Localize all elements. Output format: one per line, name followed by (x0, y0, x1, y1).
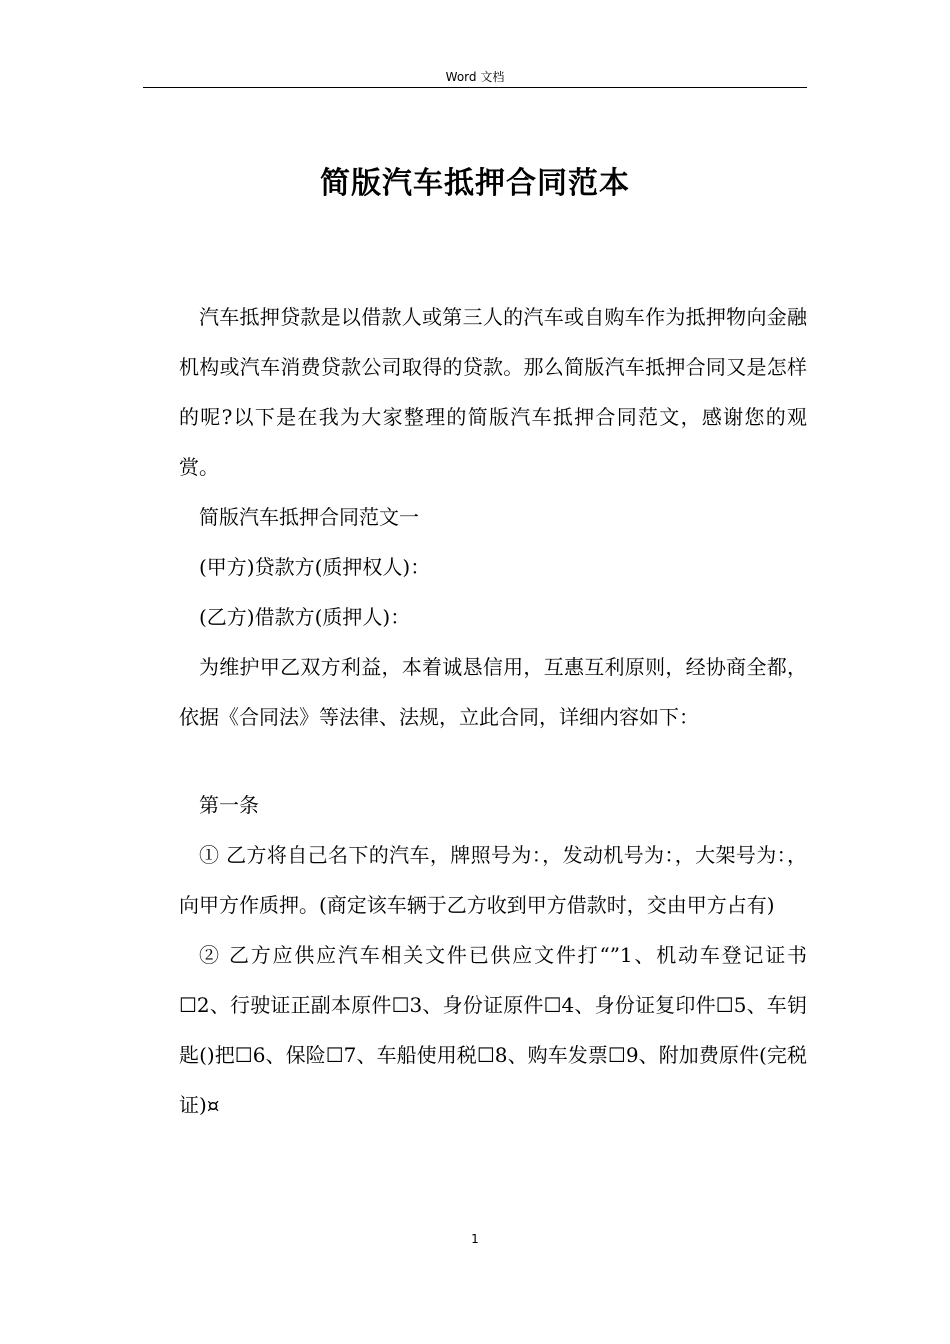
clause-1-paragraph: ① 乙方将自己名下的汽车，牌照号为：，发动机号为：，大架号为：，向甲方作质押。(商定该车辆于乙方收到甲方借款时，交由甲方占有) (179, 843, 807, 917)
preamble-paragraph: 为维护甲乙双方利益，本着诚恳信用，互惠互利原则，经协商全都，依据《合同法》等法律、法规，立此合同，详细内容如下： (179, 655, 807, 729)
party-a-line: (甲方)贷款方(质押权人)： (199, 555, 431, 579)
page-header-label: Word 文档 (445, 70, 505, 84)
document-body (179, 292, 807, 1130)
document-title: 简版汽车抵押合同范本 (320, 166, 630, 201)
section-heading: 简版汽车抵押合同范文一 (199, 505, 419, 529)
header-divider (143, 87, 807, 88)
party-b-line: (乙方)借款方(质押人)： (199, 605, 411, 629)
clause-2-paragraph: ② 乙方应供应汽车相关文件已供应文件打“”1、机动车登记证书☐2、行驶证正副本原件☐3、身份证原件☐4、身份证复印件☐5、车钥匙()把☐6、保险☐7、车船使用税☐8、购车发票☐9、附加费原件(完税证)¤ (179, 943, 807, 1117)
intro-paragraph: 汽车抵押贷款是以借款人或第三人的汽车或自购车作为抵押物向金融机构或汽车消费贷款公司取得的贷款。那么简版汽车抵押合同又是怎样的呢?以下是在我为大家整理的简版汽车抵押合同范文，感谢您的观赏。 (179, 305, 807, 479)
page-number: 1 (471, 1232, 479, 1246)
article-heading: 第一条 (199, 793, 259, 817)
